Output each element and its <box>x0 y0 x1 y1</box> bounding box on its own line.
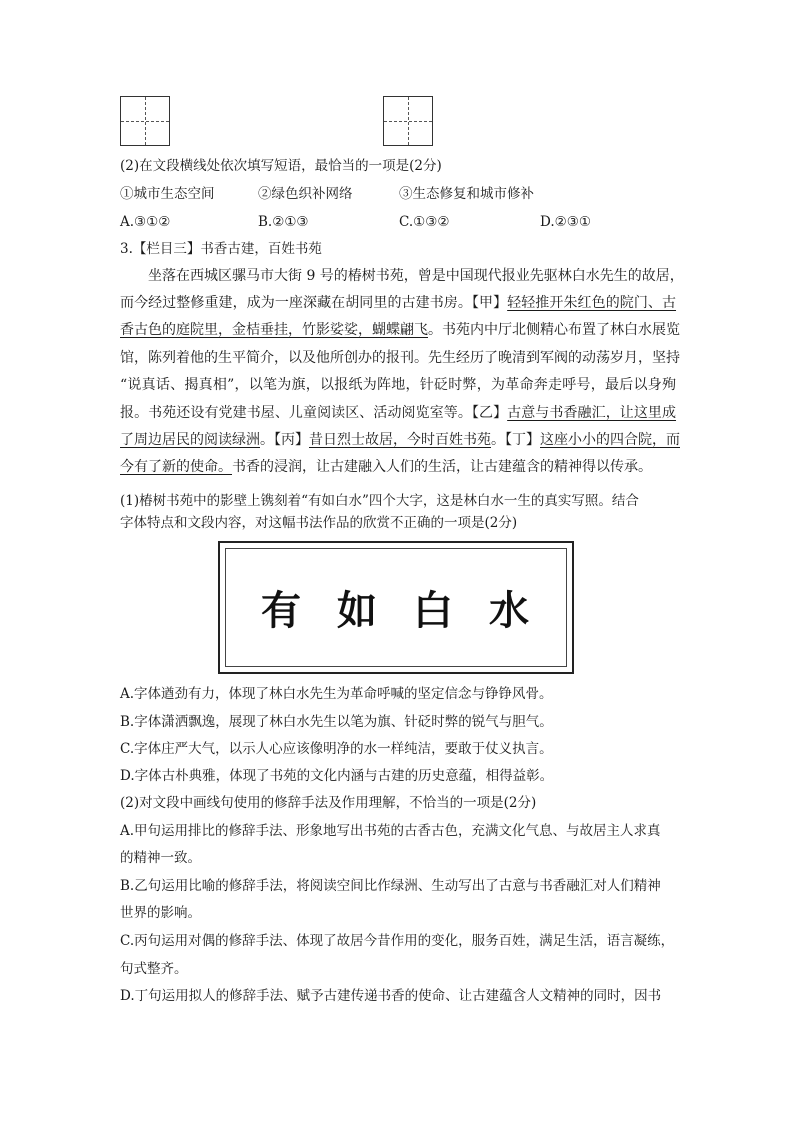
passage-line <box>120 432 680 448</box>
section3-heading: 3.【栏目三】书香古建，百姓书苑 <box>120 241 322 257</box>
passage-text: 而今经过整修重建，成为一座深藏在胡同里的古建书房。【甲】 <box>120 295 508 311</box>
passage-line <box>120 350 680 366</box>
q2-choice-d: D.②③① <box>540 214 591 230</box>
q2-phrase-1: ①城市生态空间 <box>120 186 215 202</box>
q2-choice-c: C.①③② <box>399 214 450 230</box>
q2b-choice-d-line-1: D.丁句运用拟人的修辞手法、赋予古建传递书香的使命、让古建蕴含人文精神的同时，因书 <box>120 988 662 1004</box>
passage-line <box>120 295 676 311</box>
q1-choice-b: B.字体潇洒飘逸，展现了林白水先生以笔为旗、针砭时弊的锐气与胆气。 <box>120 714 553 730</box>
calligraphy-char-2: 如 <box>337 588 379 634</box>
q2b-choice-c-line-1: C.丙句运用对偶的修辞手法、体现了故居今昔作用的变化，服务百姓，满足生活，语言凝练， <box>120 933 675 949</box>
underlined-sentence: 了周边居民的阅读绿洲 <box>120 432 260 448</box>
tianzige-box-left <box>120 96 170 146</box>
passage-text: “说真话、揭真相”，以笔为旗，以报纸为阵地，针砭时弊，为革命奔走呼号，最后以身殉 <box>120 377 676 393</box>
passage-text: 书香的浸润，让古建融入人们的生活，让古建蕴含的精神得以传承。 <box>232 459 652 475</box>
passage-text: 坐落在西城区骡马市大街 9 号的椿树书苑，曾是中国现代报业先驱林白水先生的故居， <box>148 268 684 284</box>
q2b-stem: (2)对文段中画线句使用的修辞手法及作用理解，不恰当的一项是(2分) <box>120 795 537 811</box>
passage-line <box>120 405 676 421</box>
passage-line <box>120 459 676 475</box>
q1-choice-c: C.字体庄严大气，以示人心应该像明净的水一样纯洁，要敢于仗义执言。 <box>120 741 553 757</box>
passage-text: 。书苑内中厅北侧精心布置了林白水展览 <box>428 322 680 338</box>
underlined-sentence: 这座小小的四合院，而 <box>540 432 680 448</box>
calligraphy-char-3: 白 <box>413 588 455 634</box>
passage-line <box>120 322 680 338</box>
q2b-choice-b-line-2: 世界的影响。 <box>120 905 201 921</box>
passage-line <box>148 268 684 284</box>
q2b-choice-c-line-2: 句式整齐。 <box>120 961 188 977</box>
passage-text: 。【丁】 <box>491 432 540 448</box>
q2-choice-b: B.②①③ <box>258 214 309 230</box>
underlined-sentence: 轻轻推开朱红色的院门、古 <box>507 295 677 311</box>
q2-phrase-3: ③生态修复和城市修补 <box>399 186 534 202</box>
underlined-sentence: 今有了新的使命。 <box>120 459 232 475</box>
q2b-choice-a-line-1: A.甲句运用排比的修辞手法、形象地写出书苑的古香古色，充满文化气息、与故居主人求真 <box>120 823 661 839</box>
q1-choice-a: A.字体遒劲有力，体现了林白水先生为革命呼喊的坚定信念与铮铮风骨。 <box>120 686 553 702</box>
calligraphy-char-4: 水 <box>489 588 531 634</box>
calligraphy-plaque <box>218 541 574 674</box>
q2-phrase-2: ②绿色织补网络 <box>258 186 353 202</box>
passage-text: 。【丙】 <box>260 432 309 448</box>
tianzige-box-right <box>383 96 433 146</box>
q2b-choice-b-line-1: B.乙句运用比喻的修辞手法，将阅读空间比作绿洲、生动写出了古意与书香融汇对人们精神 <box>120 878 661 894</box>
underlined-sentence: 古意与书香融汇，让这里成 <box>507 405 677 421</box>
underlined-sentence: 香古色的庭院里，金桔垂挂，竹影娑娑，蝴蝶翩飞 <box>120 322 428 338</box>
q2-stem: (2)在文段横线处依次填写短语，最恰当的一项是(2分) <box>120 158 442 174</box>
q1-stem-line-1: (1)椿树书苑中的影壁上镌刻着“有如白水”四个大字，这是林白水一生的真实写照。结合 <box>120 493 639 509</box>
passage-line <box>120 377 676 393</box>
q1-stem-line-2: 字体特点和文段内容，对这幅书法作品的欣赏不正确的一项是(2分) <box>120 515 518 531</box>
q2b-choice-a-line-2: 的精神一致。 <box>120 850 201 866</box>
passage-text: 馆，陈列着他的生平简介，以及他所创办的报刊。先生经历了晚清到军阀的动荡岁月，坚持 <box>120 350 680 366</box>
q1-choice-d: D.字体古朴典雅，体现了书苑的文化内涵与古建的历史意蕴，相得益彰。 <box>120 768 554 784</box>
calligraphy-char-1: 有 <box>261 588 303 634</box>
underlined-sentence: 昔日烈士故居，今时百姓书苑 <box>309 432 491 448</box>
q2-choice-a: A.③①② <box>120 214 171 230</box>
passage-text: 报。书苑还设有党建书屋、儿童阅读区、活动阅览室等。【乙】 <box>120 405 508 421</box>
